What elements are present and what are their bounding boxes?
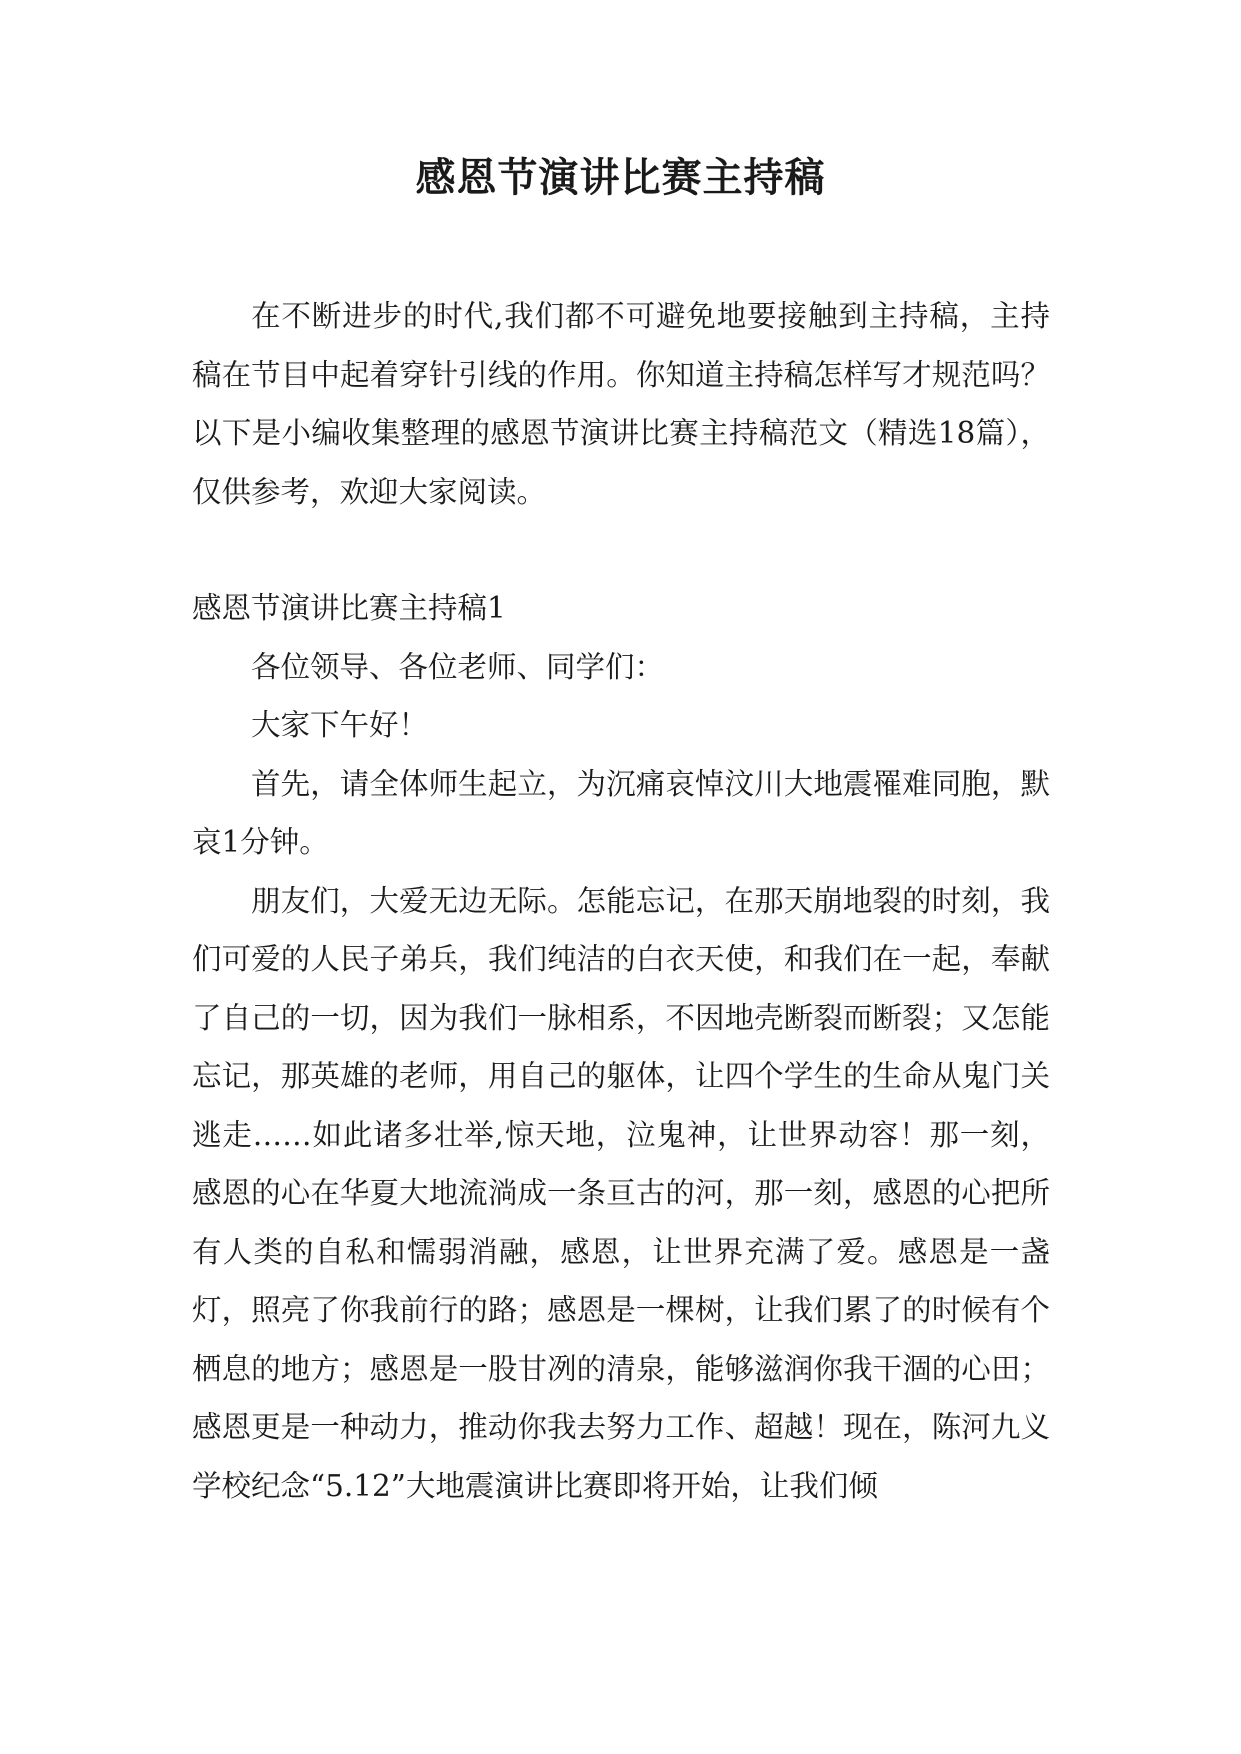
intro-paragraph: 在不断进步的时代,我们都不可避免地要接触到主持稿，主持稿在节目中起着穿针引线的作用。你知道主持稿怎样写才规范吗？以下是小编收集整理的感恩节演讲比赛主持稿范文（精选18篇），仅供参考，欢迎大家阅读。 xyxy=(192,299,1050,509)
section-1 xyxy=(192,579,1050,1515)
greeting-paragraph: 大家下午好！ xyxy=(251,708,429,742)
body-paragraph: 朋友们，大爱无边无际。怎能忘记，在那天崩地裂的时刻，我们可爱的人民子弟兵，我们纯洁的白衣天使，和我们在一起，奉献了自己的一切，因为我们一脉相系，不因地壳断裂而断裂；又怎能忘记，那英雄的老师，用自己的躯体，让四个学生的生命从鬼门关逃走……如此诸多壮举,惊天地，泣鬼神，让世界动容！那一刻，感恩的心在华夏大地流淌成一条亘古的河，那一刻，感恩的心把所有人类的自私和懦弱消融，感恩，让世界充满了爱。感恩是一盏灯，照亮了你我前行的路；感恩是一棵树，让我们累了的时候有个栖息的地方；感恩是一股甘冽的清泉，能够滋润你我干涸的心田；感恩更是一种动力，推动你我去努力工作、超越！现在，陈河九义学校纪念“5.12”大地震演讲比赛即将开始，让我们倾 xyxy=(192,883,1050,1503)
silence-paragraph: 首先，请全体师生起立，为沉痛哀悼汶川大地震罹难同胞，默哀1分钟。 xyxy=(192,766,1050,859)
section-heading: 感恩节演讲比赛主持稿1 xyxy=(192,591,506,625)
document-title: 感恩节演讲比赛主持稿 xyxy=(415,154,826,201)
salutation-paragraph: 各位领导、各位老师、同学们： xyxy=(251,649,665,684)
